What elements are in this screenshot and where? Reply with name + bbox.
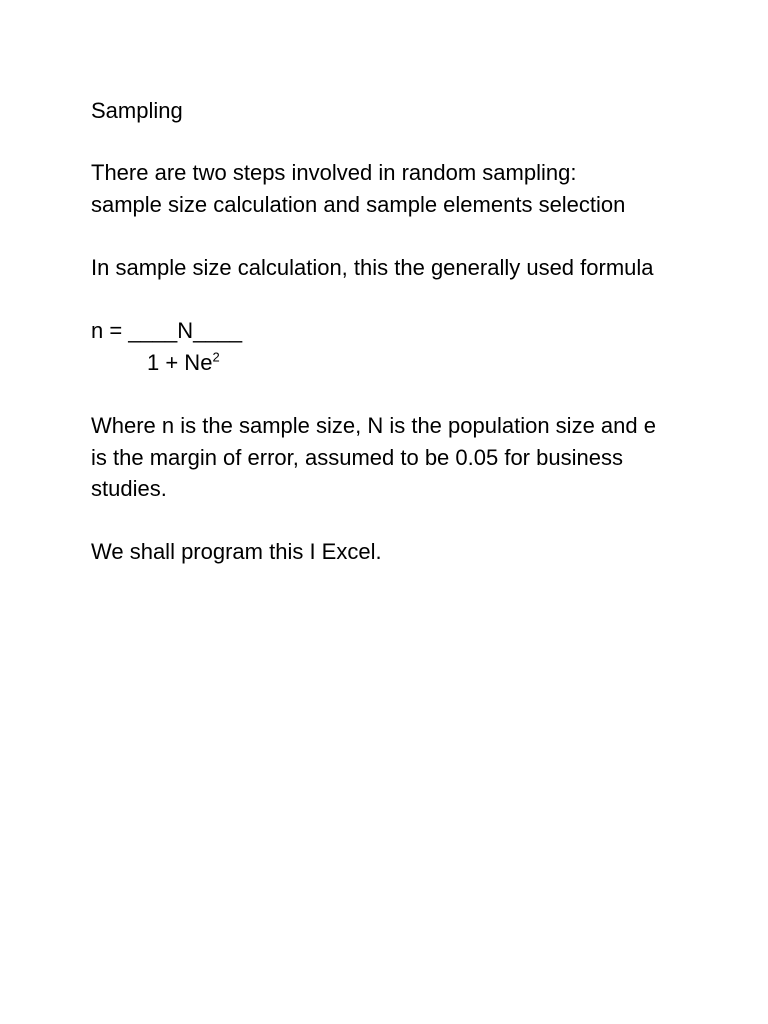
paragraph-1-line-1: There are two steps involved in random sampling:	[91, 160, 577, 185]
paragraph-3-line-3: studies.	[91, 476, 167, 501]
document-title: Sampling	[91, 98, 183, 123]
paragraph-2: In sample size calculation, this the generally used formula	[91, 255, 654, 280]
paragraph-4: We shall program this I Excel.	[91, 539, 382, 564]
paragraph-3-line-2: is the margin of error, assumed to be 0.05 for business	[91, 445, 623, 470]
paragraph-1-line-2: sample size calculation and sample elements selection	[91, 192, 626, 217]
formula-denominator	[147, 347, 220, 378]
formula-exponent: 2	[212, 349, 220, 365]
formula-numerator-line: n = ____N____	[91, 318, 243, 343]
formula-denominator-base: 1 + Ne	[147, 350, 213, 375]
paragraph-3-line-1: Where n is the sample size, N is the population size and e	[91, 413, 656, 438]
